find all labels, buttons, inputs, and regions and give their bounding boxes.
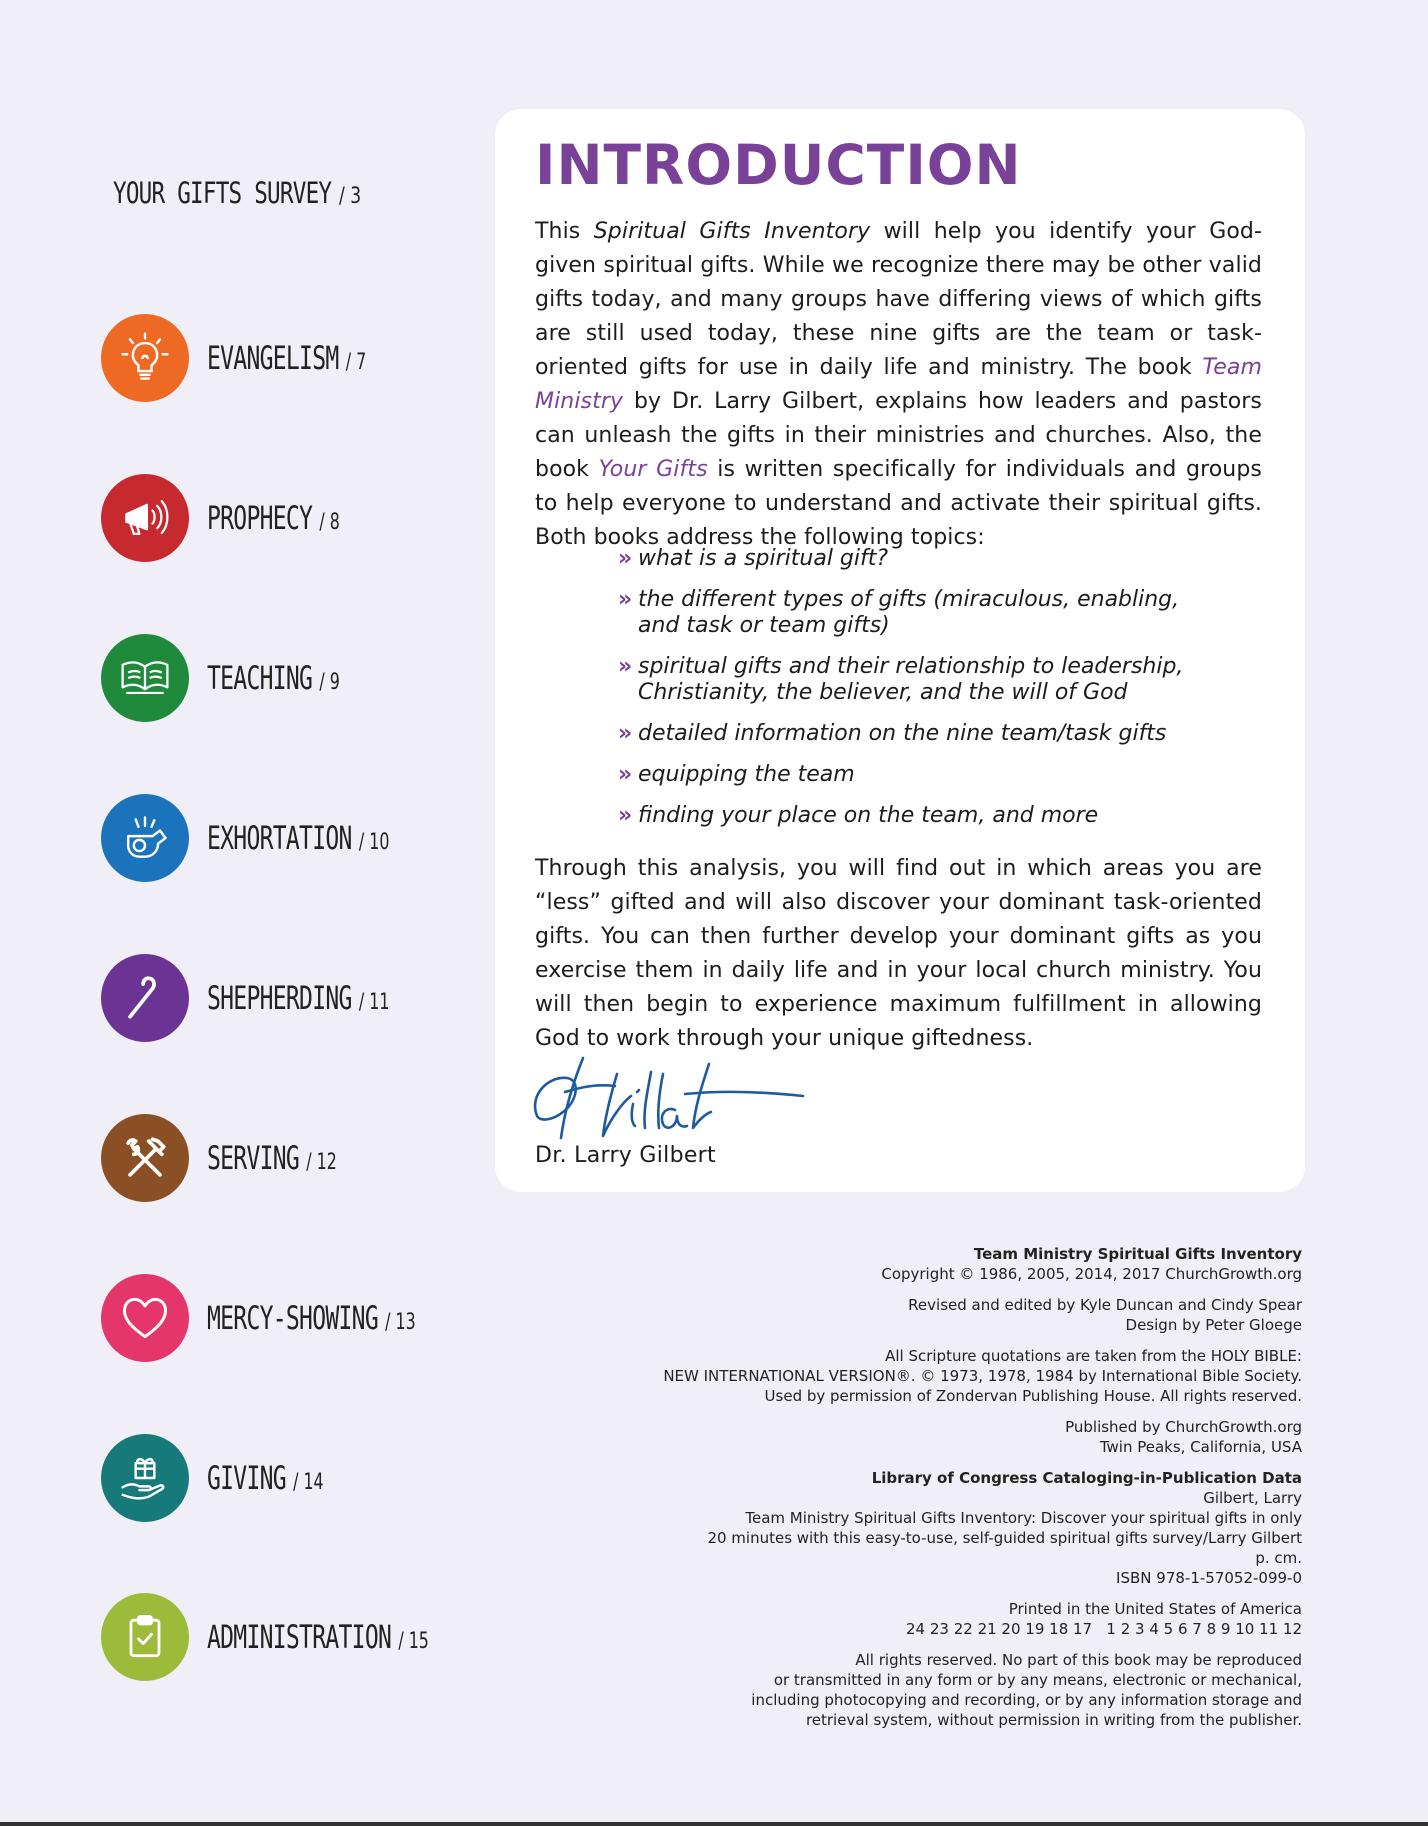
toc-your-gifts-survey[interactable] (113, 176, 361, 210)
toc-label: EVANGELISM / 7 (207, 339, 367, 377)
toc-page-number: / 13 (385, 1310, 416, 1335)
cataloging-line: Gilbert, Larry (1203, 1489, 1302, 1507)
copyright-line: Copyright © 1986, 2005, 2014, 2017 ChurchGrowth.org (881, 1265, 1302, 1283)
book-title-your-gifts: Your Gifts (598, 457, 708, 482)
toc-page-number: / 9 (319, 670, 340, 695)
toc-label: GIVING / 14 (207, 1459, 324, 1497)
rights-line: including photocopying and recording, or by any information storage and (751, 1691, 1302, 1709)
toc-page-number: / 8 (319, 510, 340, 535)
toc-label: ADMINISTRATION / 15 (207, 1618, 429, 1656)
toc-label: PROPHECY / 8 (207, 499, 340, 537)
chevron-bullet-icon: » (618, 803, 633, 828)
toc-item-prophecy[interactable] (101, 473, 392, 563)
scripture-line: Used by permission of Zondervan Publishing House. All rights reserved. (764, 1387, 1302, 1405)
toc-page-number: / 10 (358, 830, 390, 855)
toc-page-number: / 7 (345, 350, 367, 375)
toc-page-number: / 3 (339, 184, 362, 209)
introduction-card (495, 109, 1305, 1192)
list-item: » finding your place on the team, and more (618, 803, 1099, 828)
shepherd-staff-icon (101, 954, 189, 1042)
list-item: » detailed information on the nine team/task gifts (618, 721, 1167, 746)
toc-item-giving[interactable] (101, 1433, 369, 1523)
isbn-line: ISBN 978-1-57052-099-0 (1116, 1569, 1302, 1587)
chevron-bullet-icon: » (618, 654, 633, 679)
heart-icon (101, 1274, 189, 1362)
gift-hand-icon (101, 1434, 189, 1522)
publisher-location: Twin Peaks, California, USA (1099, 1438, 1302, 1456)
toc-label: EXHORTATION / 10 (207, 819, 390, 857)
colophon (602, 1244, 1302, 1741)
megaphone-icon (101, 474, 189, 562)
scripture-line: NEW INTERNATIONAL VERSION®. © 1973, 1978, 1984 by International Bible Society. (663, 1367, 1302, 1385)
bottom-divider (0, 1822, 1428, 1826)
intro-paragraph-2: Through this analysis, you will find out in which areas you are “less” gifted and will also discover your dominant task-oriented gifts. You can then further develop your dominant gifts as you exercise them in daily life and in your local church ministry. You will then begin to experience maximum fulfillment in allowing God to work through your unique giftedness. (535, 856, 1262, 1051)
toc-item-exhortation[interactable] (101, 793, 460, 883)
printed-line: Printed in the United States of America (1008, 1600, 1302, 1618)
signature-name: Dr. Larry Gilbert (535, 1143, 716, 1168)
publisher-line: Published by ChurchGrowth.org (1065, 1418, 1302, 1436)
scripture-line: All Scripture quotations are taken from the HOLY BIBLE: (885, 1347, 1302, 1365)
cataloging-line: Team Ministry Spiritual Gifts Inventory: Discover your spiritual gifts in only (745, 1509, 1302, 1527)
toc-page-number: / 11 (358, 990, 390, 1015)
clipboard-icon (101, 1593, 189, 1681)
toc-page-number: / 14 (293, 1470, 324, 1495)
toc-page-number: / 12 (306, 1150, 337, 1175)
page-title: INTRODUCTION (535, 133, 1022, 197)
credits-block (602, 1295, 1302, 1335)
rights-line: retrieval system, without permission in writing from the publisher. (805, 1711, 1302, 1729)
toc-item-teaching[interactable] (101, 633, 392, 723)
printing-block (602, 1599, 1302, 1639)
chevron-bullet-icon: » (618, 762, 633, 787)
chevron-bullet-icon: » (618, 721, 633, 746)
rights-line: or transmitted in any form or by any means, electronic or mechanical, (773, 1671, 1302, 1689)
signature-icon (525, 1044, 815, 1154)
cataloging-title: Library of Congress Cataloging-in-Publication Data (871, 1469, 1302, 1487)
cataloging-block (602, 1468, 1302, 1588)
open-book-icon (101, 634, 189, 722)
rights-line: All rights reserved. No part of this book may be reproduced (855, 1651, 1302, 1669)
print-run-line: 24 23 22 21 20 19 18 17 1 2 3 4 5 6 7 8 9 10 11 12 (906, 1620, 1302, 1638)
toc-item-evangelism[interactable] (101, 313, 428, 403)
intro-paragraph-1: This Spiritual Gifts Inventory will help you identify your God-given spiritual gifts. While we recognize there may be other valid gifts today, and many groups have differing views of which gifts are still used today, these nine gifts are the team or task-oriented gifts for use in daily life and ministry. The book Team Ministry by Dr. Larry Gilbert, explains how leaders and pastors can unleash the gifts in their ministries and churches. Also, the book Your Gifts is written specifically for individuals and groups to help everyone to understand and activate their spiritual gifts. Both books address the following topics: (535, 219, 1263, 550)
toc-page-number: / 15 (398, 1629, 429, 1654)
toc-label: YOUR GIFTS SURVEY (113, 176, 332, 210)
copyright-block (602, 1244, 1302, 1284)
list-item: » what is a spiritual gift? (618, 546, 889, 571)
rights-block (602, 1650, 1302, 1730)
list-item: » spiritual gifts and their relationship to leadership, Christianity, the believer, and the will of God (618, 654, 1184, 705)
whistle-icon (101, 794, 189, 882)
chevron-bullet-icon: » (618, 587, 633, 612)
colophon-title: Team Ministry Spiritual Gifts Inventory (973, 1245, 1302, 1263)
chevron-bullet-icon: » (618, 546, 633, 571)
toc-label: SHEPHERDING / 11 (207, 979, 390, 1017)
tools-icon (101, 1114, 189, 1202)
toc-label: MERCY-SHOWING / 13 (207, 1299, 416, 1337)
list-item: » the different types of gifts (miraculous, enabling, and task or team gifts) (618, 587, 1180, 638)
toc-item-administration[interactable] (101, 1592, 515, 1682)
revised-line: Revised and edited by Kyle Duncan and Cindy Spear (908, 1296, 1302, 1314)
cataloging-line: 20 minutes with this easy-to-use, self-guided spiritual gifts survey/Larry Gilbert (707, 1529, 1302, 1547)
list-item: » equipping the team (618, 762, 855, 787)
scripture-block (602, 1346, 1302, 1406)
toc-item-mercy-showing[interactable] (101, 1273, 497, 1363)
toc-label: SERVING / 12 (207, 1139, 337, 1177)
book-title-team-ministry: Team Ministry (535, 355, 1262, 414)
design-line: Design by Peter Gloege (1125, 1316, 1302, 1334)
lightbulb-icon (101, 314, 189, 402)
cataloging-line: p. cm. (1255, 1549, 1302, 1567)
toc-item-shepherding[interactable] (101, 953, 460, 1043)
toc-item-serving[interactable] (101, 1113, 387, 1203)
book-title-spiritual-gifts-inventory: Spiritual Gifts Inventory (593, 219, 871, 244)
publisher-block (602, 1417, 1302, 1457)
toc-label: TEACHING / 9 (207, 659, 340, 697)
topics-list (618, 546, 1218, 844)
